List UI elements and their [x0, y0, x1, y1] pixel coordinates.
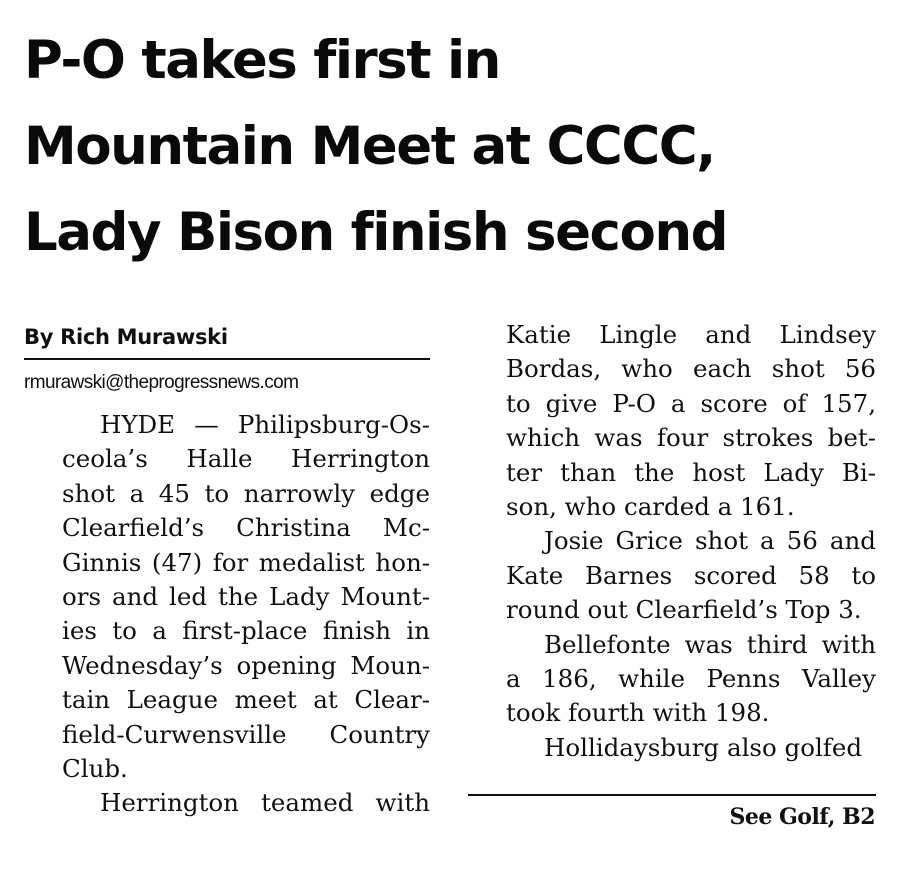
jump-divider: [468, 794, 876, 796]
text-line: Ginnis (47) for medalist hon-: [62, 547, 430, 577]
text-line: Wednesday’s opening Moun-: [62, 650, 430, 680]
byline: By Rich Murawski: [24, 318, 430, 360]
text-line: tain League meet at Clear-: [62, 685, 430, 715]
text-line: ter than the host Lady Bi-: [506, 457, 876, 487]
paragraph-1: [24, 408, 430, 786]
jump-line[interactable]: See Golf, B2: [729, 804, 875, 830]
text-line: which was four strokes bet-: [506, 423, 876, 453]
text-line: a 186, while Penns Valley: [506, 664, 876, 694]
text-line: Herrington teamed with: [100, 788, 430, 818]
headline-line-3: Lady Bison finish second: [24, 202, 728, 263]
paragraph-4: [468, 628, 876, 731]
paragraph-2: [24, 786, 430, 820]
text-line: took fourth with 198.: [506, 698, 770, 728]
text-line: Clearfield’s Christina Mc-: [62, 513, 430, 543]
paragraph-5: [468, 731, 876, 765]
text-line: ors and led the Lady Mount-: [62, 582, 430, 612]
right-column: [468, 318, 876, 765]
text-line: son, who carded a 161.: [506, 492, 795, 522]
headline-line-1: P-O takes first in: [24, 30, 500, 91]
author-email[interactable]: rmurawski@theprogressnews.com: [24, 372, 299, 393]
text-line: Katie Lingle and Lindsey: [506, 320, 876, 349]
text-line: HYDE — Philipsburg-Os-: [100, 410, 430, 439]
text-line: Josie Grice shot a 56 and: [544, 526, 876, 556]
headline-line-2: Mountain Meet at CCCC,: [24, 116, 715, 177]
left-column: [24, 318, 430, 821]
text-line: field-Curwensville Country: [62, 719, 430, 749]
paragraph-2-continued: [468, 318, 876, 524]
text-line: to give P-O a score of 157,: [506, 388, 876, 418]
text-line: shot a 45 to narrowly edge: [62, 478, 430, 508]
text-line: Kate Barnes scored 58 to: [506, 560, 876, 590]
text-line: Hollidaysburg also golfed: [544, 732, 863, 762]
text-line: Bordas, who each shot 56: [506, 354, 876, 384]
text-line: ies to a first-place finish in: [62, 616, 430, 646]
text-line: ceola’s Halle Herrington: [62, 444, 430, 474]
text-line: Club.: [62, 754, 128, 784]
paragraph-3: [468, 524, 876, 627]
text-line: round out Clearfield’s Top 3.: [506, 595, 862, 625]
headline: [24, 18, 894, 276]
text-line: Bellefonte was third with: [544, 629, 876, 659]
